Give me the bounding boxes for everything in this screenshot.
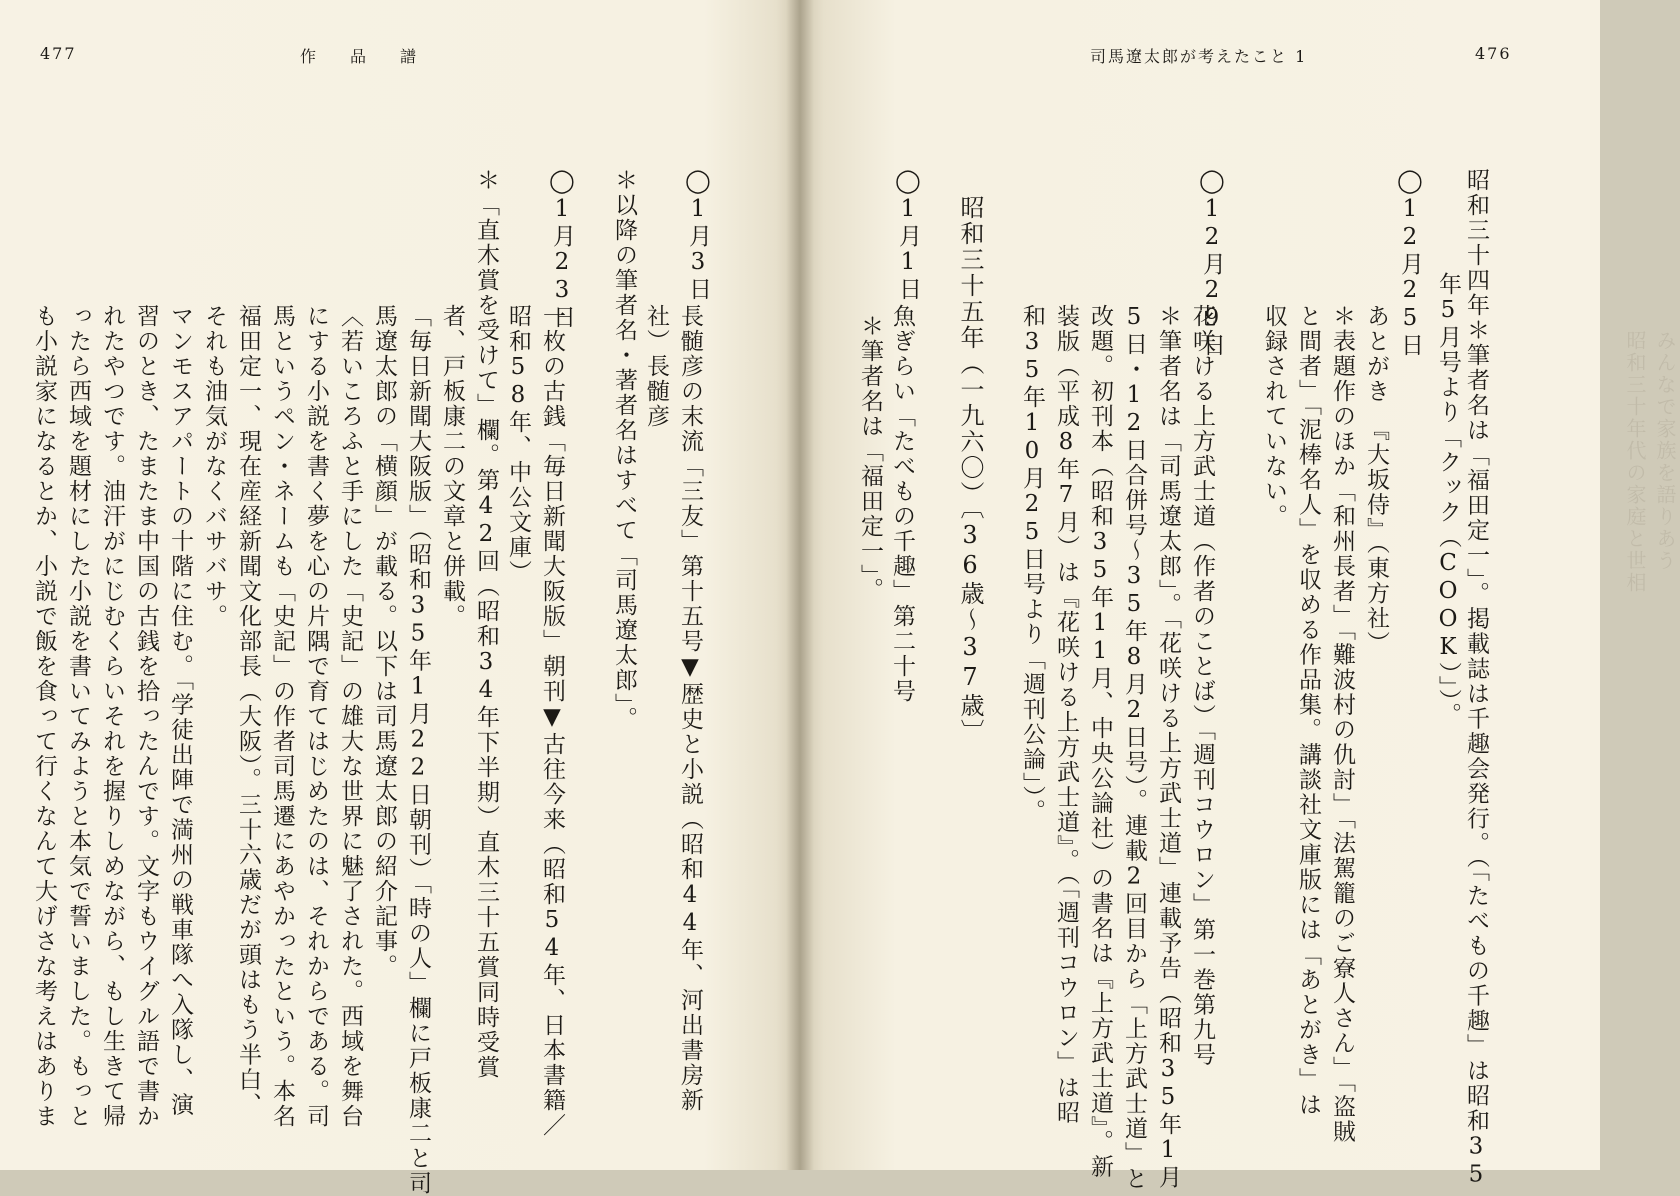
note-line: 年5月号より「クック（COOK）」）。 <box>1435 272 1461 728</box>
left-page-number: 477 <box>40 44 77 63</box>
note-line: 改題。初刊本（昭和35年11月、中央公論社）の書名は『上方武士道』。新 <box>1087 304 1113 1180</box>
entry-date-0103: ◯1月3日 <box>685 168 711 302</box>
left-running-head: 作品譜 <box>300 47 451 66</box>
right-page-number: 476 <box>1475 44 1512 63</box>
note-line: と間者」「泥棒名人」を収める作品集。講談社文庫版には「あとがき」は <box>1295 304 1321 1118</box>
body-line: それも油気がなくバサバサ。 <box>201 304 227 629</box>
note-line: ＊筆者名は「福田定一」。 <box>857 314 883 603</box>
entry-date-0101: ◯1月1日 <box>895 168 921 302</box>
body-line: ったら西域を題材にした小説を書いてみようと本気で誓いました。もっと <box>65 304 91 1129</box>
body-line: にする小説を書く夢を心の片隅で育てはじめたのは、それからである。司 <box>303 304 329 1129</box>
body-line: 「毎日新聞大阪版」（昭和35年1月22日朝刊）「時の人」欄に戸板康二と司 <box>405 304 431 1196</box>
entry-title-ichimai-no-kosen: 一枚の古銭「毎日新聞大阪版」朝刊▼古往今来（昭和54年、日本書籍／ <box>539 304 565 1138</box>
note-line: ＊以降の筆者名・著者名はすべて「司馬遼太郎」。 <box>611 168 637 732</box>
entry-title-uogirai: 魚ぎらい「たべもの千趣」第二十号 <box>889 304 915 704</box>
note-line: ＊「直木賞を受けて」欄。第42回（昭和34年下半期）直木三十五賞同時受賞 <box>473 168 499 1080</box>
note-line: 5日・12日合併号〜35年8月2日号）。連載2回目から「上方武士道」と <box>1121 304 1147 1192</box>
entry-date-1229: ◯12月29日 <box>1199 168 1225 358</box>
entry-title-nagasunehiko: 長髄彦の末流「三友」第十五号▼歴史と小説（昭和44年、河出書房新 <box>677 304 703 1113</box>
right-running-head: 司馬遼太郎が考えたこと 1 <box>1090 47 1308 66</box>
left-page <box>0 0 800 1196</box>
year-heading-showa35: 昭和三十五年（一九六〇）〔36歳〜37歳〕 <box>956 195 984 745</box>
entry-title-hanasakeru: 花咲ける上方武士道（作者のことば）「週刊コウロン」第一巻第九号 <box>1189 304 1215 1068</box>
body-line: れたやつです。油汗がにじむくらいそれを握りしめながら、もし生きて帰 <box>99 304 125 1129</box>
note-line: ＊表題作のほか「和州長者」「難波村の仇討」「法駕籠のご寮人さん」「盗賊 <box>1329 304 1355 1145</box>
note-line: ＊筆者名は「司馬遼太郎」。「花咲ける上方武士道」連載予告（昭和35年1月 <box>1155 304 1181 1190</box>
body-line: 者、戸板康二の文章と併載。 <box>439 304 465 629</box>
body-line: マンモスアパートの十階に住む。「学徒出陣で満州の戦車隊へ入隊し、演 <box>167 304 193 1118</box>
entry-title-atogaki: あとがき 『大坂侍』（東方社） <box>1363 304 1389 656</box>
book-gutter <box>786 0 814 1170</box>
body-line: 馬遼太郎の「横顔」が載る。以下は司馬遼太郎の紹介記事。 <box>371 304 397 979</box>
body-line: も小説家になるとか、小説で飯を食って行くなんて大げさな考えはありま <box>31 304 57 1129</box>
note-line: 収録されていない。 <box>1261 304 1287 529</box>
entry-line: 社）長髄彦 <box>643 304 669 429</box>
entry-line: 昭和58年、中公文庫） <box>505 304 531 585</box>
body-line: 馬というペン・ネームも「史記」の作者司馬遷にあやかったという。本名 <box>269 304 295 1129</box>
note-line: 和35年10月25日号より「週刊公論」）。 <box>1019 304 1045 824</box>
entry-date-0123: ◯1月23日 <box>549 168 575 330</box>
entry-date-1225: ◯12月25日 <box>1397 168 1423 358</box>
body-line: 福田定一、現在産経新聞文化部長（大阪）。三十六歳だが頭はもう半白、 <box>235 304 261 1118</box>
show-through-text: みんなで家族を語りあう 昭和三十年代の家庭と世相 <box>1623 330 1677 594</box>
note-line: 装版（平成8年7月）は『花咲ける上方武士道』。（「週刊コウロン」は昭 <box>1053 304 1079 1126</box>
year-heading-showa34: 昭和三十四年＊筆者名は「福田定一」。掲載誌は千趣会発行。（「たべもの千趣」は昭和35 <box>1463 168 1489 1190</box>
body-line: 〈若いころふと手にした「史記」の雄大な世界に魅了された。西域を舞台 <box>337 304 363 1129</box>
body-line: 習のとき、たまたま中国の古銭を拾ったんです。文字もウイグル語で書か <box>133 304 159 1129</box>
